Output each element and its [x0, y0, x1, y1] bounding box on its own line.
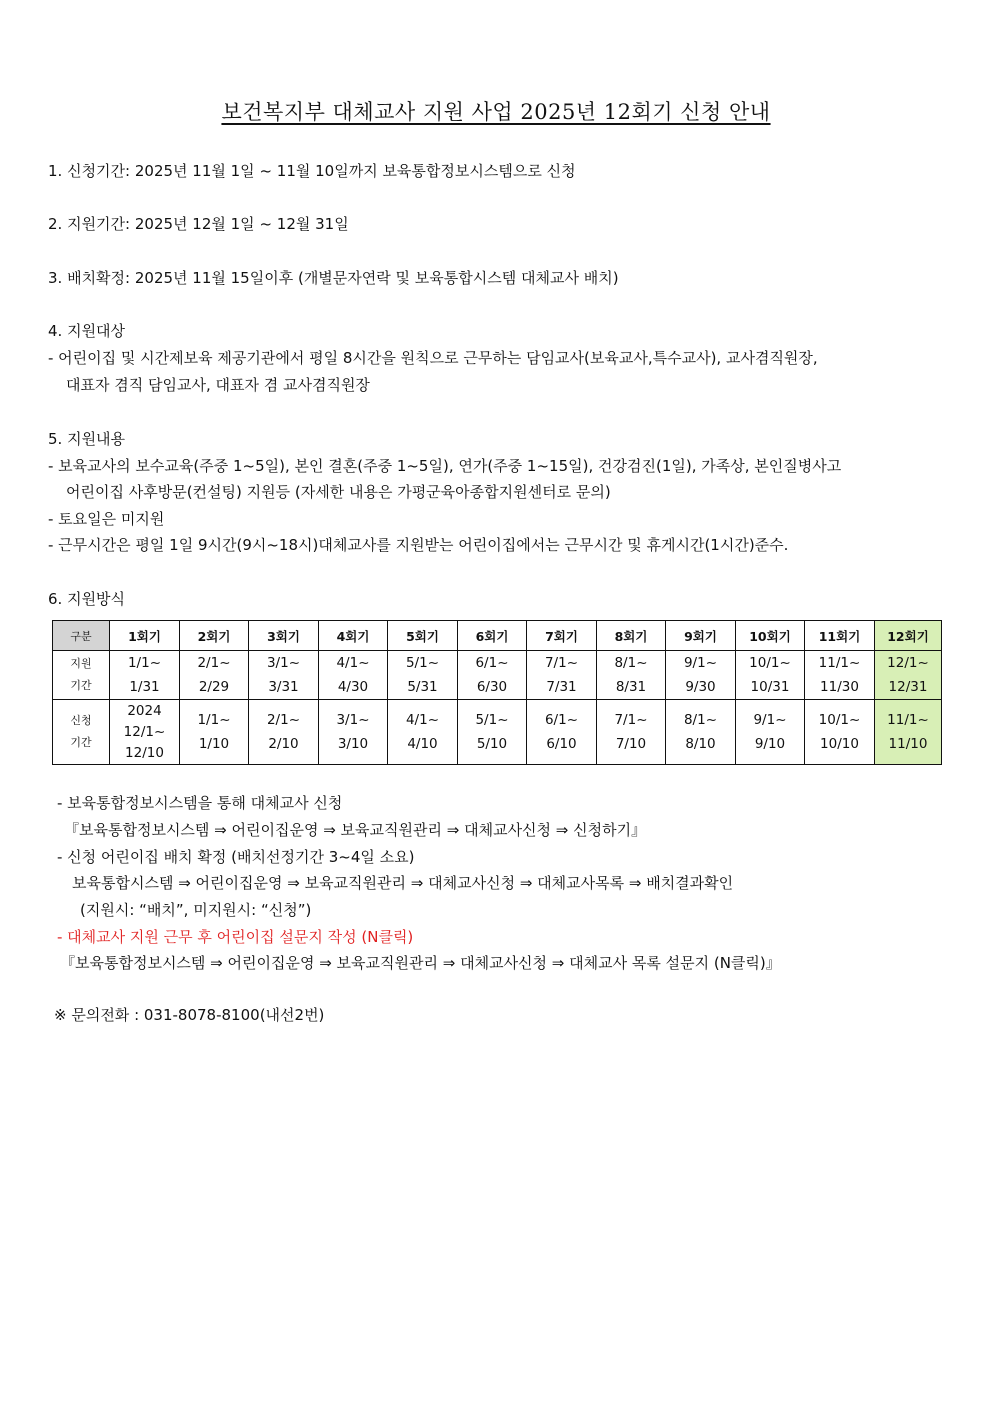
apply-period-cell: 2/1~ 2/10: [249, 700, 319, 765]
table-corner-cell: 구분: [53, 621, 110, 651]
page-title: 보건복지부 대체교사 지원 사업 2025년 12회기 신청 안내: [221, 100, 771, 124]
header-session-1: 1회기: [110, 621, 180, 651]
support-period-cell: 6/1~ 6/30: [458, 651, 527, 700]
support-period-cell: 11/1~ 11/30: [805, 651, 875, 700]
note-survey-alert: - 대체교사 지원 근무 후 어린이집 설문지 작성 (N클릭): [57, 928, 414, 946]
apply-period-label: 신청 기간: [53, 700, 110, 765]
apply-period-cell-highlight: 11/1~ 11/10: [875, 700, 942, 765]
header-session-7: 7회기: [527, 621, 597, 651]
support-period-cell: 10/1~ 10/31: [736, 651, 805, 700]
apply-period-cell: 4/1~ 4/10: [388, 700, 458, 765]
support-period-cell: 3/1~ 3/31: [249, 651, 319, 700]
apply-period-text: 1. 신청기간: 2025년 11월 1일 ~ 11월 10일까지 보육통합정보시스템으로 신청: [48, 162, 576, 180]
support-period-cell: 9/1~ 9/30: [666, 651, 736, 700]
target-line-2: 대표자 겸직 담임교사, 대표자 겸 교사겸직원장: [66, 376, 370, 394]
apply-period-cell: 5/1~ 5/10: [458, 700, 527, 765]
apply-period-cell: 7/1~ 7/10: [597, 700, 666, 765]
placement-text: 3. 배치확정: 2025년 11월 15일이후 (개별문자연락 및 보육통합시스템 대체교사 배치): [48, 269, 619, 287]
content-line-2: 어린이집 사후방문(컨설팅) 지원등 (자세한 내용은 가평군육아종합지원센터로 문의): [66, 483, 611, 501]
header-session-3: 3회기: [249, 621, 319, 651]
apply-period-row: [53, 700, 942, 765]
header-session-12: 12회기: [875, 621, 942, 651]
header-session-4: 4회기: [319, 621, 388, 651]
note-apply-path: 『보육통합정보시스템 ⇒ 어린이집운영 ⇒ 보육교직원관리 ⇒ 대체교사신청 ⇒ 신청하기』: [64, 821, 647, 839]
target-line-1: - 어린이집 및 시간제보육 제공기관에서 평일 8시간을 원칙으로 근무하는 담임교사(보육교사,특수교사), 교사겸직원장,: [48, 349, 818, 367]
support-period-cell: 4/1~ 4/30: [319, 651, 388, 700]
header-session-5: 5회기: [388, 621, 458, 651]
apply-period-cell: 2024 12/1~ 12/10: [110, 700, 180, 765]
contact-phone: ※ 문의전화 : 031-8078-8100(내선2번): [54, 1006, 325, 1024]
apply-period-cell: 10/1~ 10/10: [805, 700, 875, 765]
support-period-cell: 2/1~ 2/29: [180, 651, 249, 700]
apply-period-cell: 9/1~ 9/10: [736, 700, 805, 765]
support-period-cell-highlight: 12/1~ 12/31: [875, 651, 942, 700]
support-period-row: [53, 651, 942, 700]
support-period-label: 지원 기간: [53, 651, 110, 700]
apply-period-cell: 1/1~ 1/10: [180, 700, 249, 765]
content-line-4: - 근무시간은 평일 1일 9시간(9시~18시)대체교사를 지원받는 어린이집에서는 근무시간 및 휴게시간(1시간)준수.: [48, 536, 789, 554]
note-survey-path: 『보육통합정보시스템 ⇒ 어린이집운영 ⇒ 보육교직원관리 ⇒ 대체교사신청 ⇒ 대체교사 목록 설문지 (N클릭)』: [60, 954, 781, 972]
apply-period-cell: 8/1~ 8/10: [666, 700, 736, 765]
header-session-2: 2회기: [180, 621, 249, 651]
content-line-3: - 토요일은 미지원: [48, 510, 165, 528]
support-period-cell: 1/1~ 1/31: [110, 651, 180, 700]
header-session-10: 10회기: [736, 621, 805, 651]
apply-period-cell: 6/1~ 6/10: [527, 700, 597, 765]
note-placement-status: (지원시: “배치”, 미지원시: “신청”): [80, 901, 312, 919]
note-placement-confirm: - 신청 어린이집 배치 확정 (배치선정기간 3~4일 소요): [57, 848, 415, 866]
content-line-1: - 보육교사의 보수교육(주중 1~5일), 본인 결혼(주중 1~5일), 연가(주중 1~15일), 건강검진(1일), 가족상, 본인질병사고: [48, 457, 842, 475]
table-header-row: [53, 621, 942, 651]
header-session-8: 8회기: [597, 621, 666, 651]
target-heading: 4. 지원대상: [48, 322, 126, 340]
apply-period-cell: 3/1~ 3/10: [319, 700, 388, 765]
note-apply-via-system: - 보육통합정보시스템을 통해 대체교사 신청: [57, 794, 343, 812]
support-period-text: 2. 지원기간: 2025년 12월 1일 ~ 12월 31일: [48, 215, 349, 233]
support-period-cell: 8/1~ 8/31: [597, 651, 666, 700]
header-session-9: 9회기: [666, 621, 736, 651]
content-heading: 5. 지원내용: [48, 430, 126, 448]
support-period-cell: 5/1~ 5/31: [388, 651, 458, 700]
support-period-cell: 7/1~ 7/31: [527, 651, 597, 700]
note-placement-path: 보육통합시스템 ⇒ 어린이집운영 ⇒ 보육교직원관리 ⇒ 대체교사신청 ⇒ 대체교사목록 ⇒ 배치결과확인: [72, 874, 734, 892]
header-session-6: 6회기: [458, 621, 527, 651]
header-session-11: 11회기: [805, 621, 875, 651]
schedule-table: [52, 620, 942, 765]
method-heading: 6. 지원방식: [48, 590, 126, 608]
